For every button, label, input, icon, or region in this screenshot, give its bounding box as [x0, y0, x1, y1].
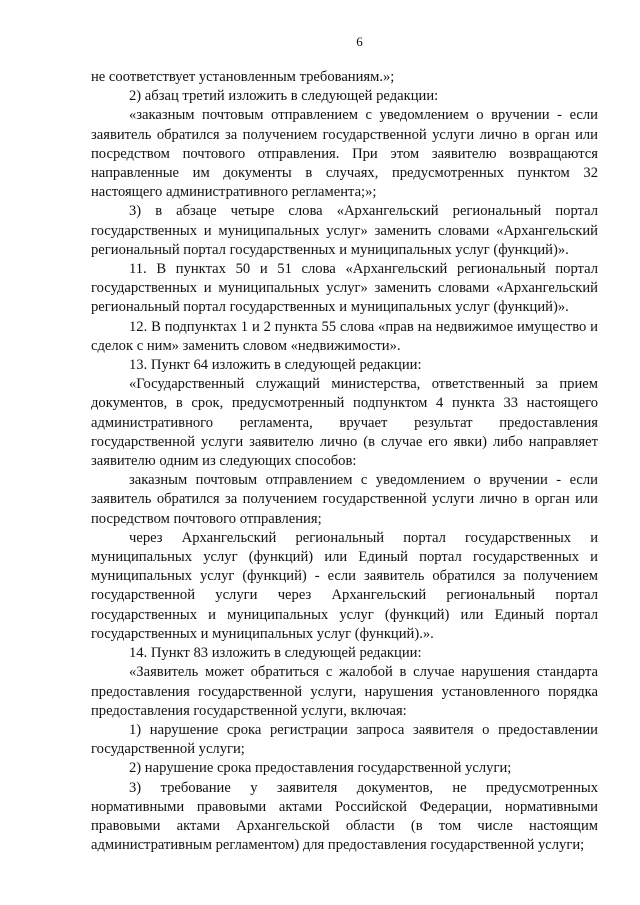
paragraph: заказным почтовым отправлением с уведомлением о вручении - если заявитель обратился за получением государственной услуги лично в орган или посредством почтового отправления;: [91, 472, 598, 527]
paragraph: 2) нарушение срока предоставления государственной услуги;: [129, 760, 512, 777]
paragraph: 2) абзац третий изложить в следующей редакции:: [129, 88, 439, 105]
paragraph: «заказным почтовым отправлением с уведомлением о вручении - если заявитель обратился за получением государственной услуги лично в орган или посредством почтового отправления. При этом заявителю возвращаются направленные им документы в случаях, предусмотренных пунктом 32 настоящего административного регламента;»;: [91, 107, 598, 201]
paragraph: «Заявитель может обратиться с жалобой в случае нарушения стандарта предоставления государственной услуги, нарушения установленного порядка предоставления государственной услуги, включая:: [91, 664, 598, 719]
paragraph: 12. В подпунктах 1 и 2 пункта 55 слова «прав на недвижимое имущество и сделок с ним» заменить словом «недвижимости».: [91, 318, 598, 354]
page-number: 6: [356, 34, 363, 49]
paragraph: 14. Пункт 83 изложить в следующей редакции:: [129, 645, 422, 662]
paragraph: 1) нарушение срока регистрации запроса заявителя о предоставлении государственной услуги;: [91, 721, 598, 758]
paragraph: через Архангельский региональный портал государственных и муниципальных услуг (функций) или Единый портал государственных и муниципальных услуг (функций) - если заявитель обратился за получением государственной услуги через Архангельский региональный портал государственных и муниципальных услуг (функций) или Единый портал государственных и муниципальных услуг (функций).».: [91, 529, 598, 642]
paragraph: «Государственный служащий министерства, ответственный за прием документов, в срок, предусмотренный подпунктом 4 пункта 33 настоящего административного регламента, вручает результат предоставления государственной услуги заявителю лично (в случае его явки) либо направляет заявителю одним из следующих способов:: [91, 376, 598, 470]
paragraph: 13. Пункт 64 изложить в следующей редакции:: [129, 357, 422, 374]
paragraph: 3) в абзаце четыре слова «Архангельский региональный портал государственных и муниципальных услуг» заменить словами «Архангельский региональный портал государственных и муниципальных услуг (функций)».: [91, 203, 598, 258]
paragraph: 3) требование у заявителя документов, не предусмотренных нормативными правовыми актами Российской Федерации, нормативными правовыми актами Архангельской области (в том числе настоящим административным регламентом) для предоставления государственной услуги;: [91, 779, 598, 854]
paragraph: не соответствует установленным требованиям.»;: [91, 69, 395, 85]
paragraph: 11. В пунктах 50 и 51 слова «Архангельский региональный портал государственных и муниципальных услуг» заменить словами «Архангельский региональный портал государственных и муниципальных услуг (функций)».: [91, 261, 598, 316]
document-body: [91, 68, 598, 855]
